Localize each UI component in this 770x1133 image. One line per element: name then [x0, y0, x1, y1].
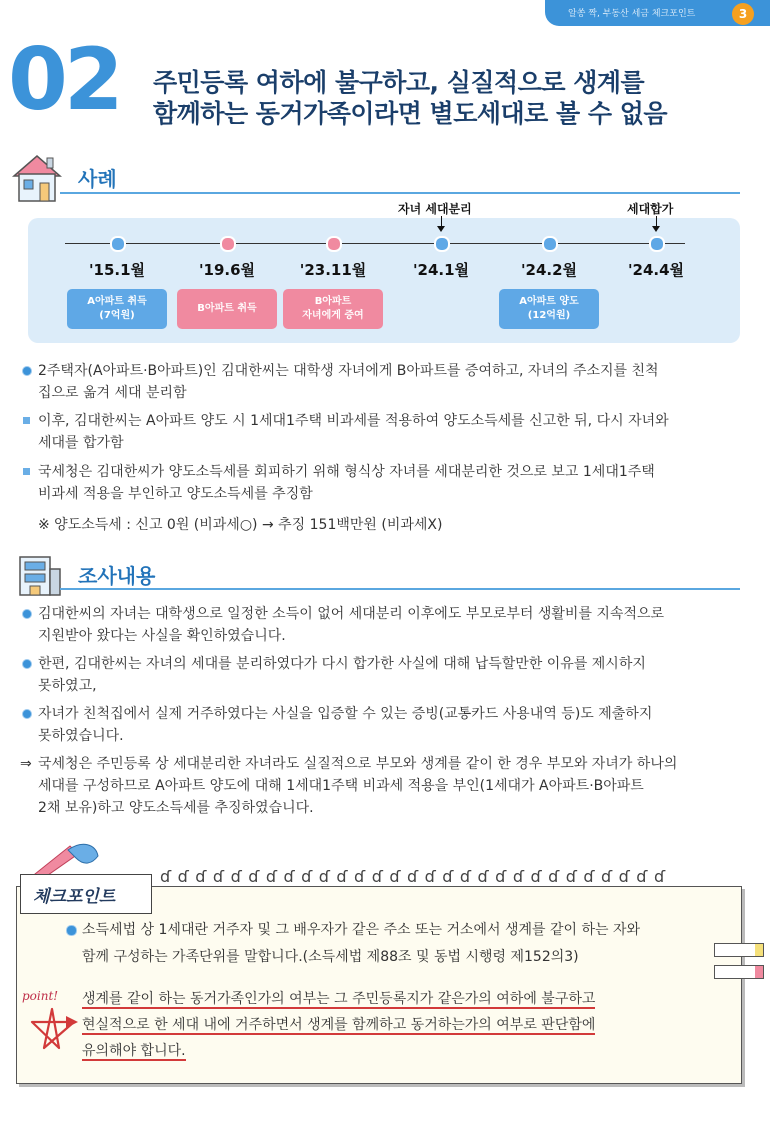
- house-icon: [10, 152, 65, 204]
- timeline-date: '24.4월: [627, 261, 685, 279]
- sticky-tab-pink: [714, 965, 764, 979]
- timeline-dot: [649, 236, 665, 252]
- page-number: 3: [732, 3, 754, 25]
- timeline-event-tag: B아파트 취득: [177, 289, 277, 329]
- bullet-dot-icon: [22, 366, 32, 376]
- checkpoint-definition-line2: 함께 구성하는 가족단위를 말합니다.(소득세법 제88조 및 동법 시행령 제152의3): [82, 949, 579, 965]
- timeline-date: '24.1월: [412, 261, 470, 279]
- header-text: 알쏭 짝, 부동산 세금 체크포인트: [568, 9, 696, 19]
- building-icon: [14, 553, 64, 598]
- bullet-dot-icon: [66, 925, 77, 936]
- pointer-arrow-icon: [66, 1016, 78, 1028]
- timeline-dot: [110, 236, 126, 252]
- checkpoint-point-line2: 현실적으로 한 세대 내에 거주하면서 생계를 함께하고 동거하는가의 여부로 판단함에: [82, 1017, 596, 1033]
- bullet-dot-icon: [22, 609, 32, 619]
- bullet-square-icon: [23, 468, 30, 475]
- investigation-paragraph-2: 한편, 김대한씨는 자녀의 세대를 분리하였다가 다시 합가한 사실에 대해 납득할만한 이유를 제시하지 못하였고,: [20, 653, 750, 697]
- timeline-event-tag: A아파트 취득 (7억원): [67, 289, 167, 329]
- timeline-date: '24.2월: [520, 261, 578, 279]
- bullet-dot-icon: [22, 659, 32, 669]
- timeline-event-tag: B아파트 자녀에게 증여: [283, 289, 383, 329]
- arrow-head-icon: [437, 226, 445, 232]
- case-paragraph-2: 이후, 김대한씨는 A아파트 양도 시 1세대1주택 비과세를 적용하여 양도소득세를 신고한 뒤, 다시 자녀와 세대를 합가함: [20, 410, 750, 454]
- timeline-annotation-merge: 세대합가: [627, 202, 674, 216]
- chapter-title-line1: 주민등록 여하에 불구하고, 실질적으로 생계를: [153, 68, 645, 97]
- conclusion-paragraph: ⇒ 국세청은 주민등록 상 세대분리한 자녀라도 실질적으로 부모와 생계를 같이 한 경우 부모와 자녀가 하나의 세대를 구성하므로 A아파트 양도에 대해 1세대1주택 비과세 적용을 부인(1세대가 A아파트·B아파트 2채 보유)하고 양도소득세를 추징하였습니다.: [20, 753, 750, 819]
- checkpoint-definition-line1: 소득세법 상 1세대란 거주자 및 그 배우자가 같은 주소 또는 거소에서 생계를 같이 하는 자와: [82, 922, 641, 938]
- implies-arrow-icon: ⇒: [20, 756, 32, 772]
- timeline-annotation-split: 자녀 세대분리: [398, 202, 472, 216]
- binder-rings: ɗɗɗɗɗɗɗɗɗɗɗɗɗɗɗɗɗɗɗɗɗɗɗɗɗɗɗɗɗ: [160, 867, 672, 886]
- chapter-title: [153, 67, 667, 129]
- timeline-dot: [434, 236, 450, 252]
- checkpoint-label: 체크포인트: [33, 887, 116, 907]
- chapter-title-line2: 함께하는 동거가족이라면 별도세대로 볼 수 없음: [153, 99, 668, 128]
- checkpoint-point-line1: 생계를 같이 하는 동거가족인가의 여부는 그 주민등록지가 같은가의 여하에 불구하고: [82, 991, 596, 1007]
- investigation-paragraph-1: 김대한씨의 자녀는 대학생으로 일정한 소득이 없어 세대분리 이후에도 부모로부터 생활비를 지속적으로 지원받아 왔다는 사실을 확인하였습니다.: [20, 603, 750, 647]
- investigation-section-divider: [60, 588, 740, 590]
- case-section-divider: [60, 192, 740, 194]
- timeline-axis: [65, 243, 685, 244]
- case-note: ※ 양도소득세 : 신고 0원 (비과세○) → 추징 151백만원 (비과세X): [38, 517, 443, 533]
- investigation-paragraph-3: 자녀가 친척집에서 실제 거주하였다는 사실을 입증할 수 있는 증빙(교통카드 사용내역 등)도 제출하지 못하였습니다.: [20, 703, 750, 747]
- bullet-square-icon: [23, 417, 30, 424]
- timeline-date: '19.6월: [198, 261, 256, 279]
- timeline-date: '15.1월: [88, 261, 146, 279]
- arrow-head-icon: [652, 226, 660, 232]
- timeline-date: '23.11월: [299, 261, 367, 279]
- case-paragraph-3: 국세청은 김대한씨가 양도소득세를 회피하기 위해 형식상 자녀를 세대분리한 것으로 보고 1세대1주택 비과세 적용을 부인하고 양도소득세를 추징함: [20, 461, 750, 505]
- timeline-dot: [220, 236, 236, 252]
- chapter-number: 02: [8, 30, 120, 130]
- sticky-tab-yellow: [714, 943, 764, 957]
- case-paragraph-1: 2주택자(A아파트·B아파트)인 김대한씨는 대학생 자녀에게 B아파트를 증여하고, 자녀의 주소지를 친척 집으로 옮겨 세대 분리함: [20, 360, 750, 404]
- checkpoint-point-line3: 유의해야 합니다.: [82, 1043, 186, 1059]
- timeline-event-tag: A아파트 양도 (12억원): [499, 289, 599, 329]
- investigation-section-title: 조사내용: [78, 564, 156, 588]
- point-label: point!: [22, 989, 59, 1003]
- bullet-dot-icon: [22, 709, 32, 719]
- star-scribble-icon: [28, 1006, 78, 1054]
- timeline-dot: [326, 236, 342, 252]
- timeline-dot: [542, 236, 558, 252]
- case-section-title: 사례: [78, 167, 117, 191]
